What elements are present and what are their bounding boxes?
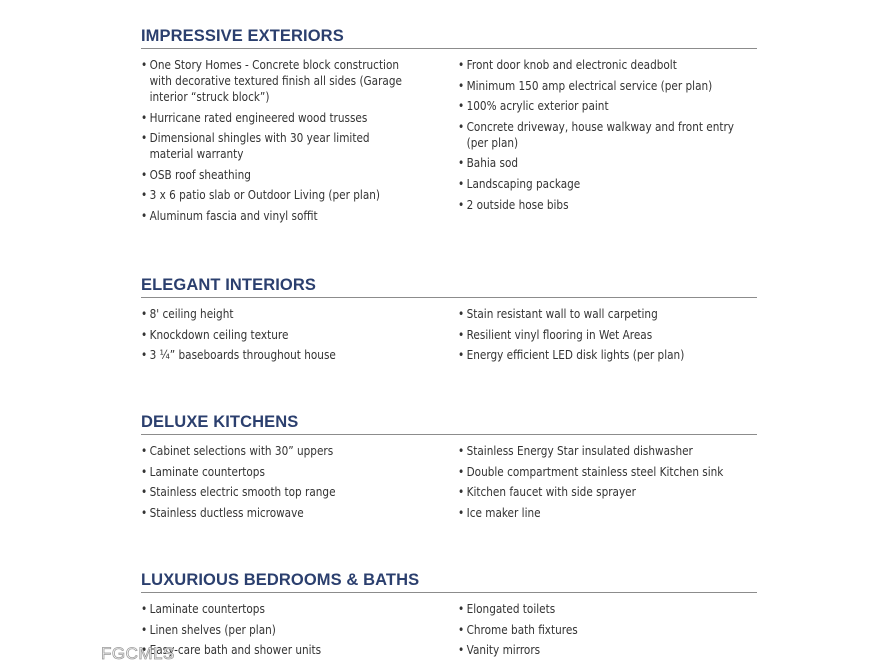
right-column	[458, 601, 758, 663]
section-divider	[141, 592, 757, 593]
list-item: • Cabinet selections with 30” uppers	[141, 443, 442, 459]
list-item: • Stainless ductless microwave	[141, 505, 442, 521]
list-item: • 3 ¼” baseboards throughout house	[141, 347, 442, 363]
section-title: ELEGANT INTERIORS	[141, 276, 316, 294]
feature-list	[458, 443, 758, 521]
feature-list	[141, 57, 441, 224]
feature-list	[141, 443, 441, 521]
section-title: DELUXE KITCHENS	[141, 413, 299, 431]
section-luxurious-bedrooms-baths	[141, 570, 757, 658]
list-item: • OSB roof sheathing	[141, 167, 442, 183]
list-item: • 8' ceiling height	[141, 306, 442, 322]
list-item: • Aluminum fascia and vinyl soffit	[141, 208, 442, 224]
section-divider	[141, 297, 757, 298]
section-divider	[141, 48, 757, 49]
list-item: • Laminate countertops	[141, 464, 442, 480]
section-title: IMPRESSIVE EXTERIORS	[141, 27, 344, 45]
left-column	[141, 306, 441, 368]
list-item: • Chrome bath fixtures	[458, 622, 759, 638]
feature-list	[458, 601, 758, 658]
list-item: • 100% acrylic exterior paint	[458, 98, 759, 114]
right-column	[458, 306, 758, 368]
list-item: • Hurricane rated engineered wood trusses	[141, 110, 442, 126]
list-item: • Dimensional shingles with 30 year limited material warranty	[141, 130, 378, 162]
list-item: • Easy-care bath and shower units	[141, 642, 442, 658]
section-title: LUXURIOUS BEDROOMS & BATHS	[141, 571, 420, 589]
list-item: • Vanity mirrors	[458, 642, 759, 658]
feature-list	[458, 57, 758, 213]
mls-watermark: FGCMLS	[101, 644, 175, 663]
right-column	[458, 443, 758, 525]
list-item: • One Story Homes - Concrete block construction with decorative textured finish all sides (Garage interior “struck block”)	[141, 57, 408, 105]
section-deluxe-kitchens	[141, 412, 757, 520]
feature-list	[141, 601, 441, 658]
section-impressive-exteriors	[141, 26, 757, 223]
left-column	[141, 443, 441, 525]
list-item: • Linen shelves (per plan)	[141, 622, 442, 638]
list-item: • Stainless electric smooth top range	[141, 484, 442, 500]
list-item: • Stain resistant wall to wall carpeting	[458, 306, 759, 322]
section-elegant-interiors	[141, 275, 757, 363]
feature-list	[458, 306, 758, 363]
list-item: • Knockdown ceiling texture	[141, 327, 442, 343]
feature-list	[141, 306, 441, 363]
section-divider	[141, 434, 757, 435]
left-column	[141, 57, 441, 229]
right-column	[458, 57, 758, 217]
list-item: • Stainless Energy Star insulated dishwasher	[458, 443, 759, 459]
list-item: • Double compartment stainless steel Kitchen sink	[458, 464, 759, 480]
list-item: • Energy efficient LED disk lights (per plan)	[458, 347, 759, 363]
list-item: • Minimum 150 amp electrical service (per plan)	[458, 78, 759, 94]
list-item: • Bahia sod	[458, 155, 759, 171]
list-item: • Front door knob and electronic deadbolt	[458, 57, 759, 73]
list-item: • 3 x 6 patio slab or Outdoor Living (per plan)	[141, 187, 442, 203]
list-item: • Elongated toilets	[458, 601, 759, 617]
list-item: • Concrete driveway, house walkway and front entry (per plan)	[458, 119, 742, 151]
list-item: • 2 outside hose bibs	[458, 197, 759, 213]
list-item: • Resilient vinyl flooring in Wet Areas	[458, 327, 759, 343]
list-item: • Ice maker line	[458, 505, 759, 521]
list-item: • Landscaping package	[458, 176, 759, 192]
list-item: • Kitchen faucet with side sprayer	[458, 484, 759, 500]
list-item: • Laminate countertops	[141, 601, 442, 617]
left-column	[141, 601, 441, 663]
